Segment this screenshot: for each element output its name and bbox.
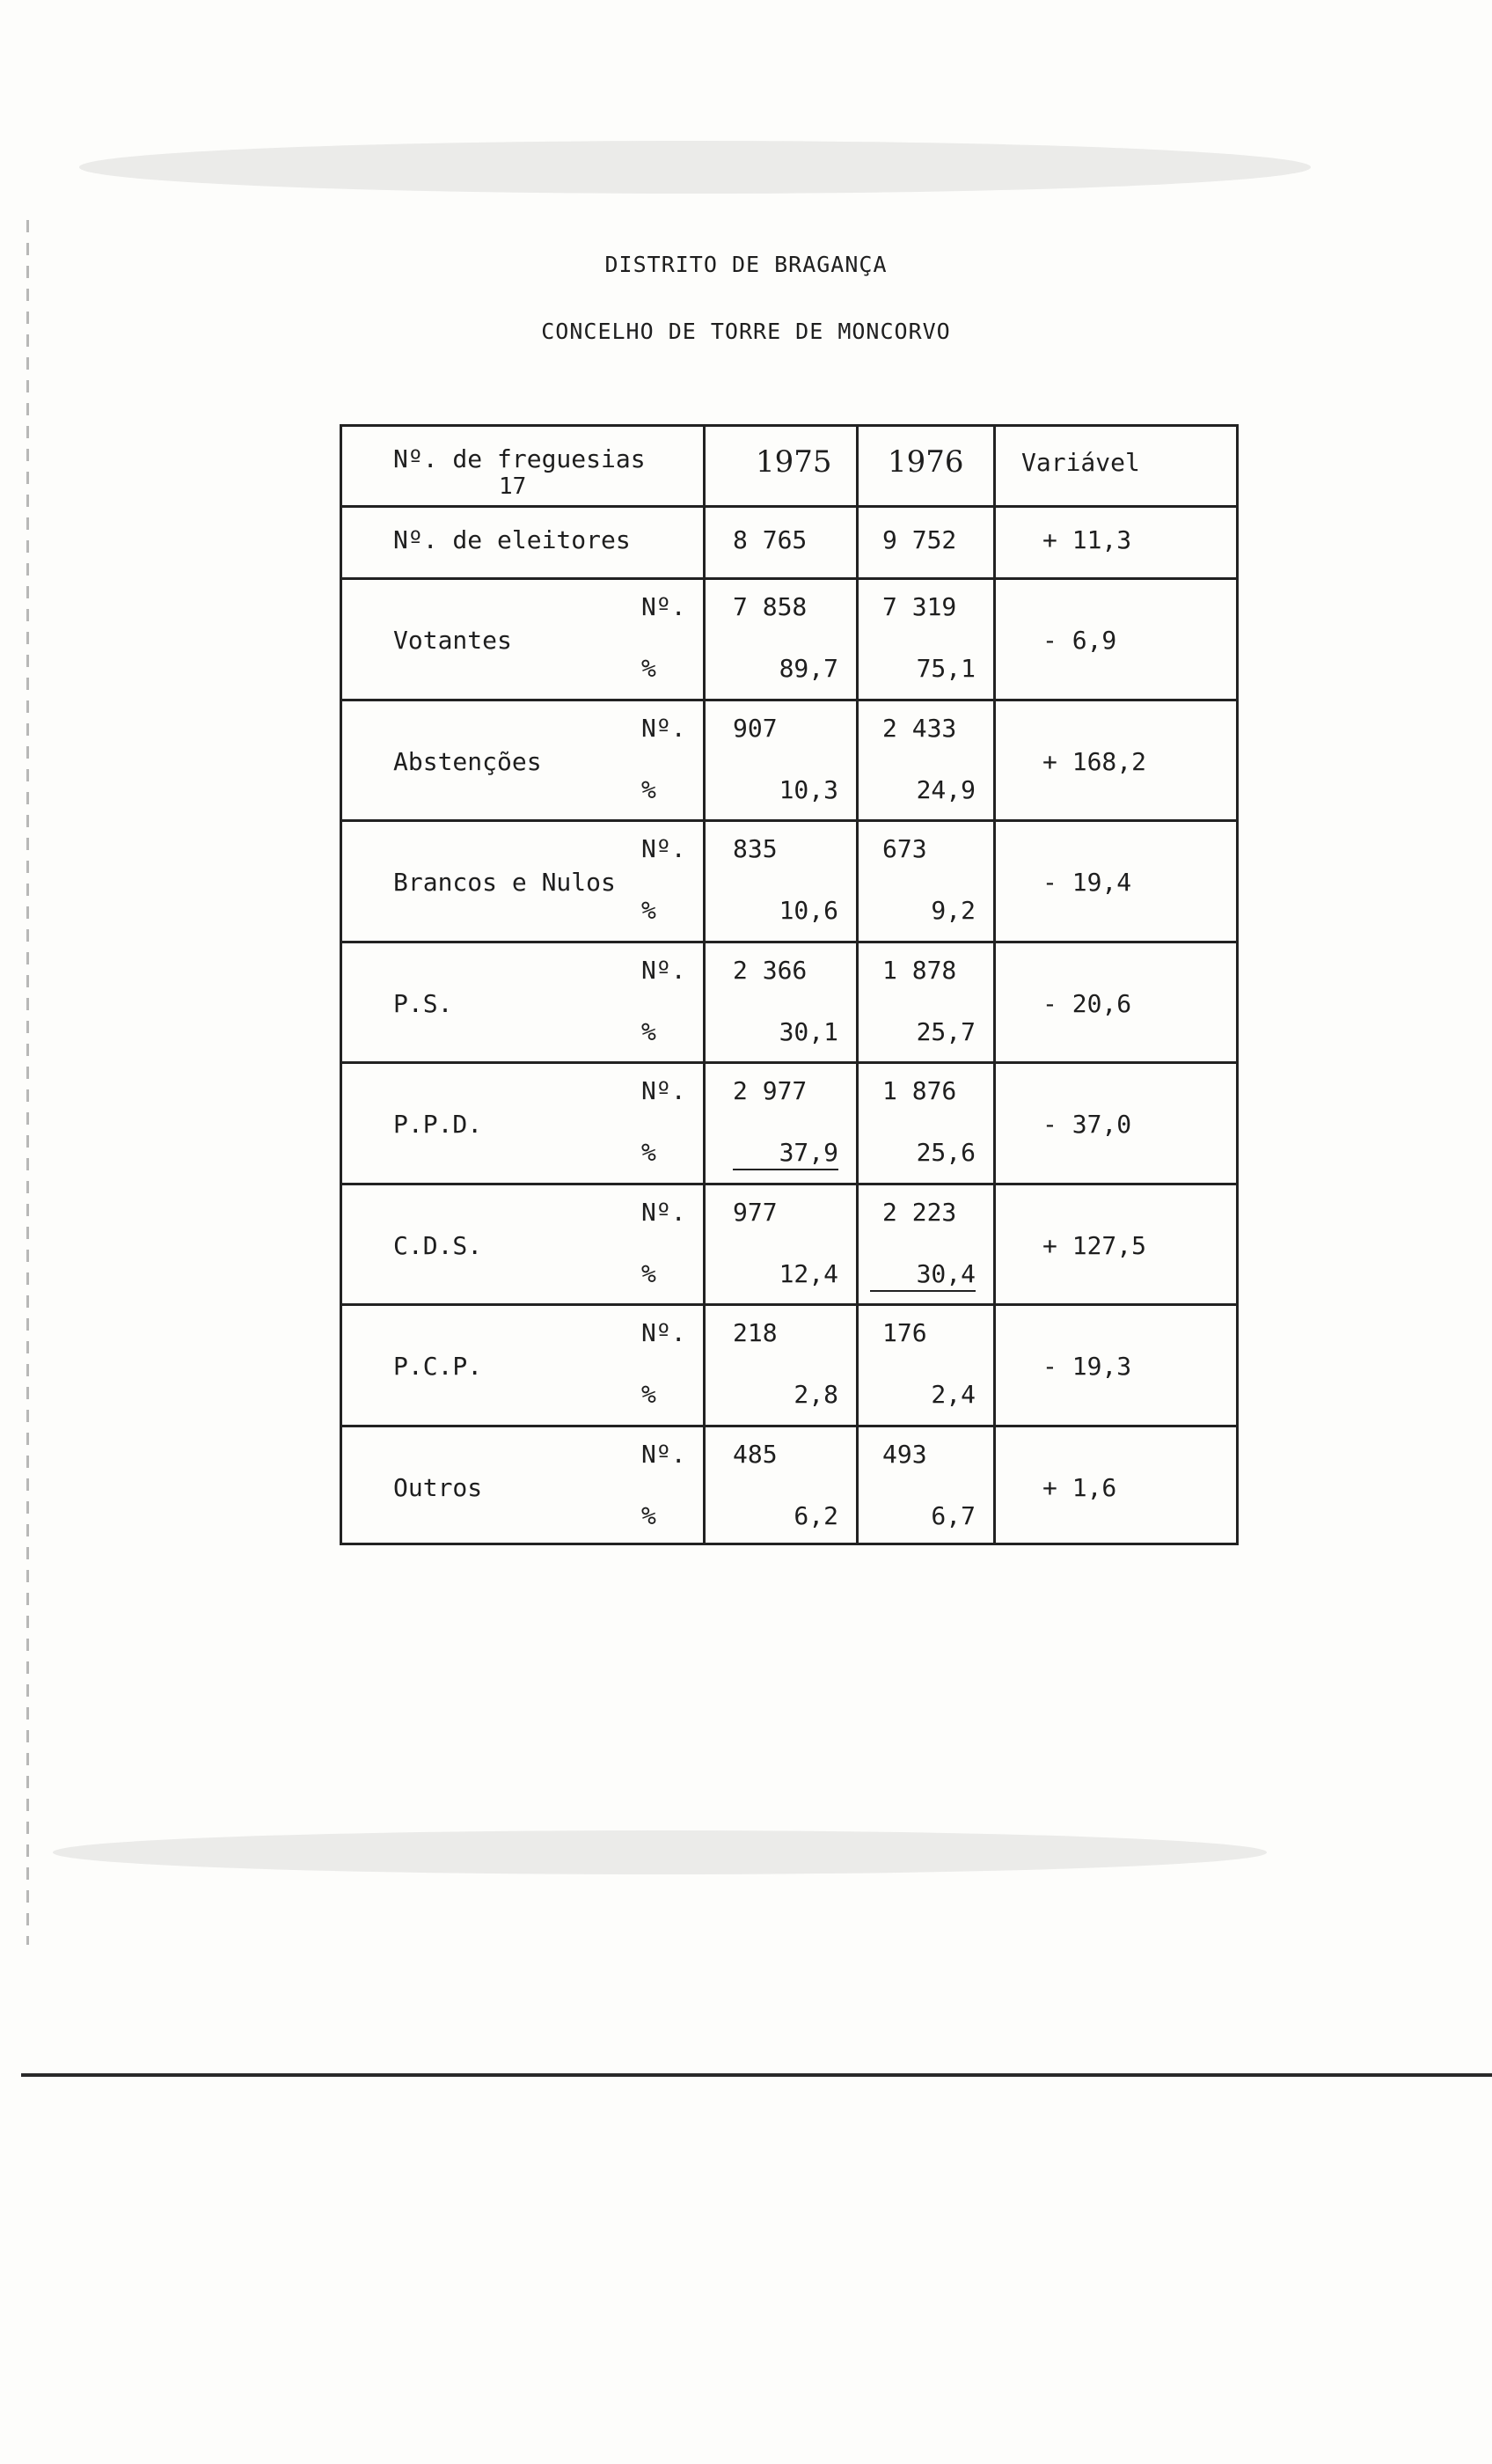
count-1975: 2 977 — [733, 1076, 808, 1105]
count-1975: 907 — [733, 713, 778, 743]
percent-label: % — [641, 1258, 656, 1288]
count-label: Nº. — [641, 1318, 686, 1347]
percent-1975: 12,4 — [779, 1258, 838, 1288]
header-variation: Variável — [1021, 448, 1140, 477]
percent-1976: 6,7 — [931, 1500, 976, 1530]
percent-label: % — [641, 654, 656, 683]
count-1976: 673 — [882, 834, 927, 863]
table-row — [342, 943, 1236, 1065]
percent-1976: 2,4 — [931, 1380, 976, 1409]
row-label: Brancos e Nulos — [393, 868, 616, 897]
table-row — [342, 1306, 1236, 1427]
header-row — [342, 427, 1236, 508]
header-label: Nº. de freguesias — [393, 444, 646, 473]
table-row — [342, 1064, 1236, 1185]
percent-1975: 10,3 — [779, 774, 838, 804]
percent-1976: 30,4 — [870, 1259, 976, 1292]
count-1975: 218 — [733, 1318, 778, 1347]
table-row — [342, 1185, 1236, 1307]
count-1976: 1 876 — [882, 1076, 957, 1105]
table-row — [342, 1427, 1236, 1549]
row-label: Outros — [393, 1472, 483, 1502]
row-label: Votantes — [393, 626, 512, 655]
count-label: Nº. — [641, 1197, 686, 1227]
count-label: Nº. — [641, 955, 686, 985]
variation-value: - 19,3 — [1042, 1352, 1132, 1381]
row-label: Abstenções — [393, 746, 542, 776]
variation-value: + 1,6 — [1042, 1472, 1117, 1502]
count-label: Nº. — [641, 713, 686, 743]
percent-1976: 24,9 — [916, 774, 976, 804]
table-row — [342, 580, 1236, 701]
percent-label: % — [641, 1016, 656, 1046]
percent-1976: 25,6 — [916, 1138, 976, 1167]
variation-value: - 20,6 — [1042, 988, 1132, 1018]
variation-value: - 6,9 — [1042, 626, 1117, 655]
count-label: Nº. — [641, 592, 686, 621]
percent-label: % — [641, 1500, 656, 1530]
row-label: P.C.P. — [393, 1352, 483, 1381]
percent-1975: 30,1 — [779, 1016, 838, 1046]
count-label: Nº. — [641, 1439, 686, 1469]
count-1976: 176 — [882, 1318, 927, 1347]
voters-registered-row — [342, 508, 1236, 580]
scan-smudge — [53, 1830, 1267, 1874]
percent-1975: 37,9 — [733, 1138, 838, 1170]
table-row — [342, 701, 1236, 823]
count-1975: 2 366 — [733, 955, 808, 985]
election-results-table — [340, 424, 1239, 1545]
count-1975: 7 858 — [733, 592, 808, 621]
header-1976: 1976 — [888, 444, 964, 480]
percent-1975: 6,2 — [794, 1500, 838, 1530]
count-1976: 2 433 — [882, 713, 957, 743]
percent-label: % — [641, 1138, 656, 1167]
percent-label: % — [641, 1380, 656, 1409]
scan-margin-mark — [26, 220, 29, 1945]
count-1976: 493 — [882, 1439, 927, 1469]
value-1976: 9 752 — [882, 525, 957, 554]
scan-smudge — [79, 141, 1311, 194]
district-title: DISTRITO DE BRAGANÇA — [604, 252, 888, 277]
percent-1976: 25,7 — [916, 1016, 976, 1046]
variation-value: - 37,0 — [1042, 1110, 1132, 1139]
header-parish-count: 17 — [499, 473, 527, 500]
row-label: P.S. — [393, 988, 453, 1018]
percent-1975: 10,6 — [779, 896, 838, 925]
value-1975: 8 765 — [733, 525, 808, 554]
variation-value: + 11,3 — [1042, 525, 1132, 554]
row-label: Nº. de eleitores — [393, 525, 631, 554]
variation-value: + 127,5 — [1042, 1230, 1147, 1260]
header-1975: 1975 — [756, 444, 832, 480]
row-label: P.P.D. — [393, 1110, 483, 1139]
variation-value: + 168,2 — [1042, 746, 1147, 776]
count-label: Nº. — [641, 834, 686, 863]
variation-value: - 19,4 — [1042, 868, 1132, 897]
count-1975: 835 — [733, 834, 778, 863]
count-1975: 977 — [733, 1197, 778, 1227]
count-label: Nº. — [641, 1076, 686, 1105]
page-bottom-rule — [21, 2073, 1492, 2077]
count-1976: 1 878 — [882, 955, 957, 985]
count-1975: 485 — [733, 1439, 778, 1469]
council-title: CONCELHO DE TORRE DE MONCORVO — [541, 319, 951, 344]
count-1976: 7 319 — [882, 592, 957, 621]
row-label: C.D.S. — [393, 1230, 483, 1260]
percent-1976: 75,1 — [916, 654, 976, 683]
count-1976: 2 223 — [882, 1197, 957, 1227]
table-row — [342, 822, 1236, 943]
percent-1976: 9,2 — [931, 896, 976, 925]
percent-1975: 2,8 — [794, 1380, 838, 1409]
percent-label: % — [641, 774, 656, 804]
percent-label: % — [641, 896, 656, 925]
percent-1975: 89,7 — [779, 654, 838, 683]
